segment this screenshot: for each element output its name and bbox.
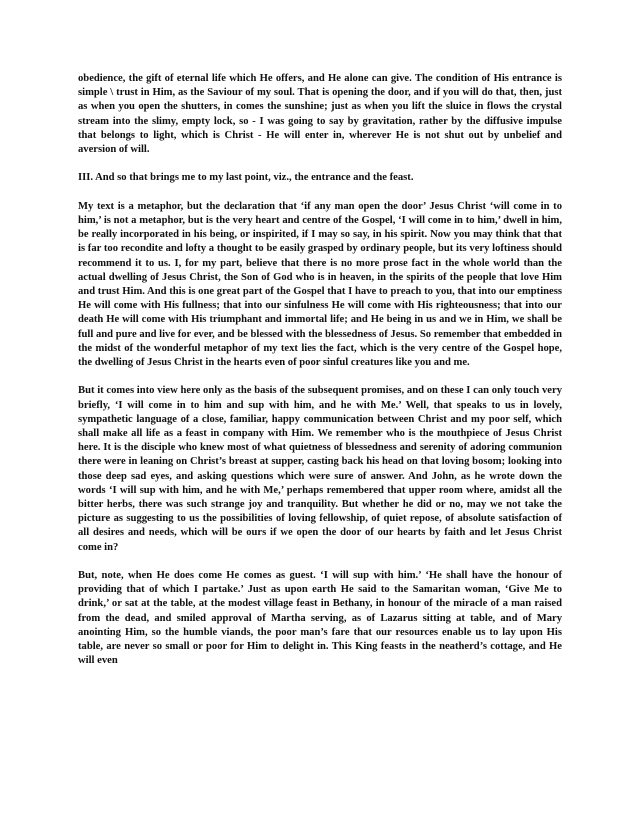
- document-page: [78, 72, 562, 683]
- paragraph-3: My text is a metaphor, but the declaration that ‘if any man open the door’ Jesus Christ ‘will come in to him,’ is not a metaphor, but is the very heart and centre of the Gospel, ‘I will come in to him,’ dwell in him, be really incorporated in his being, or inspirited, if I may so say, in his spirit. Now you may think that that is far too recondite and lofty a thought to be easily grasped by ordinary people, but its very loftiness should recommend it to us. I, for my part, believe that there is no more prose fact in the whole world than the actual dwelling of Jesus Christ, the Son of God who is in heaven, in the spirits of the people that love Him and trust Him. And this is one great part of the Gospel that I have to preach to you, that into our emptiness He will come with His fullness; that into our sinfulness He will come with His righteousness; that into our death He will come with His triumphant and immortal life; and He being in us and we in Him, we shall be full and pure and live for ever, and be blessed with the blessedness of Jesus. So remember that embedded in the midst of the wonderful metaphor of my text lies the fact, which is the very centre of the Gospel hope, the dwelling of Jesus Christ in the hearts even of poor sinful creatures like you and me.: [78, 200, 562, 369]
- paragraph-2: III. And so that brings me to my last point, viz., the entrance and the feast.: [78, 172, 414, 184]
- paragraph-5: But, note, when He does come He comes as guest. ‘I will sup with him.’ ‘He shall have the honour of providing that of which I partake.’ Just as upon earth He said to the Samaritan woman, ‘Give Me to drink,’ or sat at the table, at the modest village feast in Bethany, in honour of the miracle of a man raised from the dead, and smiled approval of Martha serving, as of Lazarus sitting at table, and of Mary anointing Him, so the humble viands, the poor man’s fare that our resources enable us to lay upon His table, are never so small or poor for Him to delight in. This King feasts in the neatherd’s cottage, and He will even: [78, 570, 562, 667]
- paragraph-1: obedience, the gift of eternal life which He offers, and He alone can give. The condition of His entrance is simple \ trust in Him, as the Saviour of my soul. That is opening the door, and if you will do that, then, just as when you open the shutters, in comes the sunshine; just as when you lift the sluice in flows the crystal stream into the slimy, empty lock, so - I was going to say by gravitation, rather by the diffusive impulse that belongs to light, which is Christ - He will enter in, wherever He is not shut out by unbelief and aversion of will.: [78, 73, 562, 156]
- paragraph-4: But it comes into view here only as the basis of the subsequent promises, and on these I can only touch very briefly, ‘I will come in to him and sup with him, and he with Me.’ Well, that speaks to us in lovely, sympathetic language of a close, familiar, happy communication between Christ and my poor self, which shall make all life as a feast in company with Him. We remember who is the mouthpiece of Jesus Christ here. It is the disciple who knew most of what quietness of blessedness and serenity of adoring communion there were in leaning on Christ’s breast at supper, casting back his head on that loving bosom; looking into those deep sad eyes, and asking questions which were sure of answer. And John, as he wrote down the words ‘I will sup with him, and he with Me,’ perhaps remembered that upper room where, amidst all the bitter herbs, there was such strange joy and tranquility. But whether he did or no, may we not take the picture as suggesting to us the possibilities of loving fellowship, of quiet repose, of absolute satisfaction of all desires and needs, which will be ours if we open the door of our hearts by faith and let Jesus Christ come in?: [78, 385, 562, 553]
